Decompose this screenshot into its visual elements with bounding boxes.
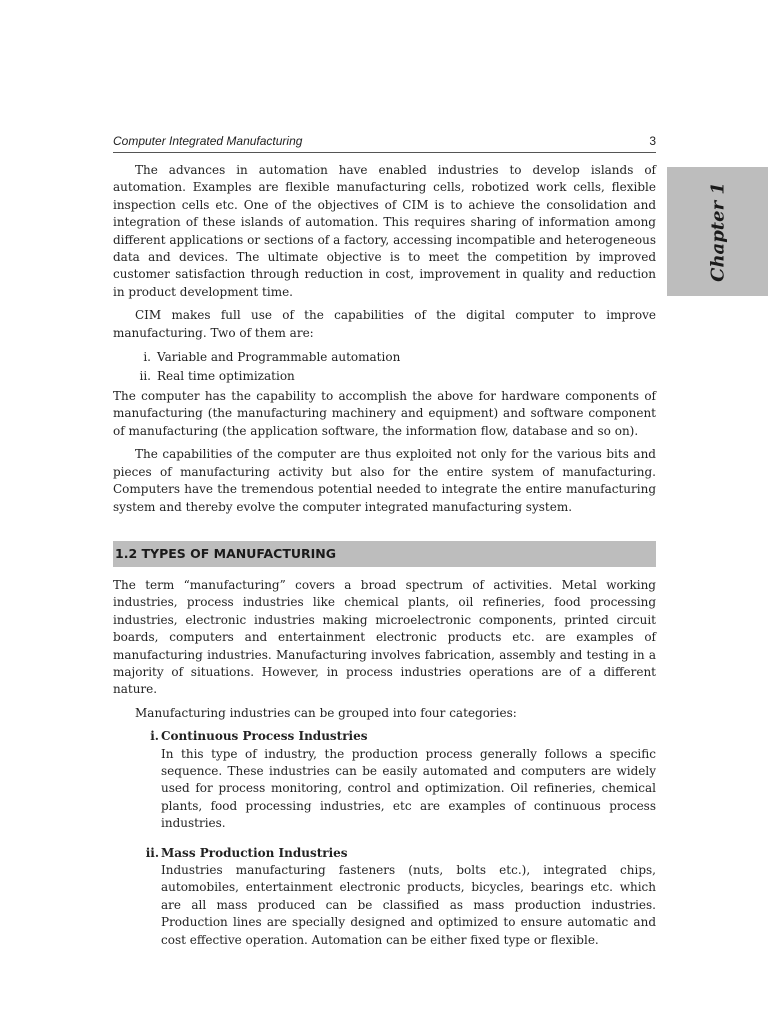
- body-paragraph: The advances in automation have enabled industries to develop islands of automation. Examples are flexible manufacturing cells, robotized work cells, flexible inspection cells etc. One of the objectives of CIM is to achieve the consolidation and integration of these islands of automation. This requires sharing of information among different applications or sections of a factory, accessing incompatible and heterogeneous data and devices. The ultimate objective is to meet the competition by improved customer satisfaction through reduction in cost, improvement in quality and reduction in product development time.: [113, 163, 656, 299]
- chapter-tab-label: Chapter 1: [707, 181, 728, 282]
- body-paragraph: The computer has the capability to accomplish the above for hardware components of manufacturing (the manufacturing machinery and equipment) and software component of manufacturing (the application software, the information flow, database and so on).: [113, 389, 656, 438]
- capabilities-list: [113, 348, 656, 386]
- category-item: [113, 728, 656, 832]
- chapter-tab: [667, 167, 768, 296]
- category-marker: i.: [150, 729, 159, 744]
- page-body: [113, 162, 656, 949]
- category-item: [113, 845, 656, 949]
- list-item-text: Variable and Programmable automation: [157, 350, 401, 365]
- body-paragraph: CIM makes full use of the capabilities of the digital computer to improve manufacturing. Two of them are:: [113, 308, 656, 340]
- running-header: [113, 132, 656, 153]
- list-marker: i.: [143, 350, 151, 365]
- page-number: 3: [649, 134, 656, 148]
- category-title: Continuous Process Industries: [161, 729, 368, 744]
- section-paragraph: Manufacturing industries can be grouped into four categories:: [135, 705, 517, 720]
- category-title: Mass Production Industries: [161, 845, 348, 860]
- list-marker: ii.: [139, 369, 151, 384]
- section-paragraph: The term “manufacturing” covers a broad spectrum of activities. Metal working industries, process industries like chemical plants, oil refineries, food processing industries, electronic industries making microelectronic components, printed circuit boards, computers and entertainment electronic products etc. are examples of manufacturing industries. Manufacturing involves fabrication, assembly and testing in a majority of situations. However, in process industries operations are of a different nature.: [113, 577, 656, 697]
- category-text: In this type of industry, the production process generally follows a specific sequence. These industries can be easily automated and computers are widely used for process monitoring, control and optimization. Oil refineries, chemical plants, food processing industries, etc are examples of continuous process industries.: [161, 746, 656, 831]
- section-heading: 1.2 TYPES OF MANUFACTURING: [113, 541, 656, 567]
- list-item-text: Real time optimization: [157, 369, 295, 384]
- list-item: [113, 367, 656, 386]
- category-text: Industries manufacturing fasteners (nuts, bolts etc.), integrated chips, automobiles, entertainment electronic products, bicycles, bearings etc. which are all mass produced can be classified as mass production industries. Production lines are specially designed and optimized to ensure automatic and cost effective operation. Automation can be either fixed type or flexible.: [161, 863, 656, 947]
- running-title: Computer Integrated Manufacturing: [113, 134, 303, 148]
- list-item: [113, 348, 656, 367]
- body-paragraph: The capabilities of the computer are thus exploited not only for the various bits and pieces of manufacturing activity but also for the entire system of manufacturing. Computers have the tremendous potential needed to integrate the entire manufacturing system and thereby evolve the computer integrated manufacturing system.: [113, 447, 656, 514]
- category-marker: ii.: [145, 845, 159, 860]
